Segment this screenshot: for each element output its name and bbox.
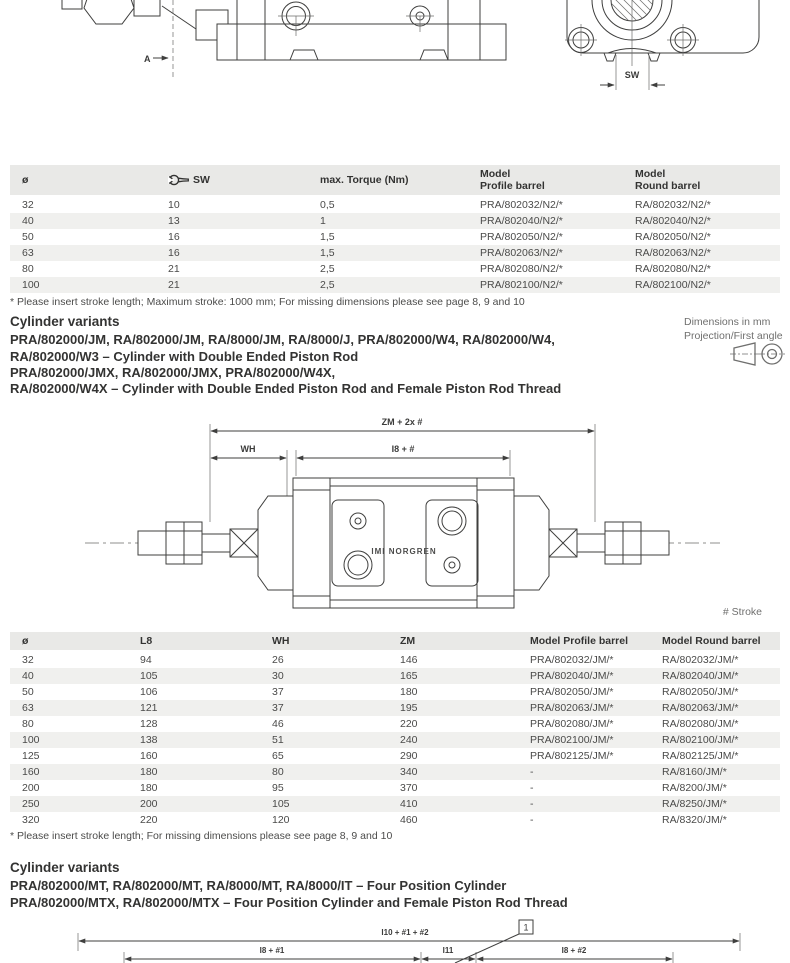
table-cell: 220 [400,718,418,730]
variants-title: Cylinder variants [10,860,120,875]
table-cell: 80 [22,718,34,730]
table-cell: RA/802063/JM/* [662,702,739,714]
table-cell: 65 [272,750,284,762]
table-cell: 13 [168,215,180,227]
table-cell: 37 [272,686,284,698]
table-cell: 63 [22,702,34,714]
table-cell: 165 [400,670,418,682]
table-cell: 138 [140,734,158,746]
table-cell: 94 [140,654,152,666]
table-row [10,700,780,716]
table-cell: - [530,814,534,826]
table-cell: RA/8320/JM/* [662,814,727,826]
table-cell: 106 [140,686,158,698]
table-cell: PRA/802040/N2/* [480,215,563,227]
table-row [10,651,780,668]
cone-side-view-icon [730,343,759,365]
top-technical-drawing [0,0,790,160]
table-row [10,229,780,245]
table-cell: 105 [272,798,290,810]
table-cell: 1,5 [320,247,335,259]
table-cell: RA/802100/N2/* [635,279,711,291]
table-cell: PRA/802040/JM/* [530,670,614,682]
table-cell: RA/802050/JM/* [662,686,739,698]
table-cell: PRA/802050/JM/* [530,686,614,698]
col-header-model-profile: Model Profile barrel [468,165,623,196]
table-row [10,780,780,796]
table-row [10,245,780,261]
variants-line: PRA/802000/JM, RA/802000/JM, RA/8000/JM, RA/8000/J, PRA/802000/W4, RA/802000/W4, [10,332,555,348]
table-row [10,796,780,812]
footnote-table2: * Please insert stroke length; For missing dimensions please see page 8, 9 and 10 [10,830,393,842]
table-cell: 50 [22,231,34,243]
table-cell: 30 [272,670,284,682]
cylinder-end-view [554,0,759,90]
jm-dimensions-table [10,632,780,828]
cone-front-view-icon [759,344,785,364]
dim-label-wh: WH [240,444,256,454]
table-cell: 180 [140,766,158,778]
table-cell: 37 [272,702,284,714]
cylinder-body [293,478,514,608]
table-row [10,668,780,684]
table-cell: 320 [22,814,40,826]
table-cell: 95 [272,782,284,794]
table-cell: RA/802080/JM/* [662,718,739,730]
table-cell: PRA/802080/N2/* [480,263,563,275]
table-cell: RA/802040/N2/* [635,215,711,227]
table-cell: 125 [22,750,40,762]
jm-table-wrap [10,632,780,828]
hex-nut-outline [84,0,134,24]
table-cell: 200 [22,782,40,794]
table-cell: 100 [22,734,40,746]
table-cell: 51 [272,734,284,746]
col-header-sw [156,165,308,196]
table-cell: 0,5 [320,199,335,211]
table-cell: 220 [140,814,158,826]
table-cell: 40 [22,215,34,227]
table-cell: - [530,798,534,810]
torque-table-wrap [10,165,780,293]
col-header-model-round: Model Round barrel [650,632,780,651]
variants-block-1 [10,314,675,397]
col-header-model-profile: Model Profile barrel [518,632,650,651]
table-cell: RA/802080/N2/* [635,263,711,275]
table-cell: 410 [400,798,418,810]
section-label-a: A [144,54,151,64]
table-row [10,716,780,732]
dim-label-right: I8 + #2 [561,946,587,955]
brand-engraving: IMI NORGREN [371,547,437,556]
variants-line: PRA/802000/MT, RA/802000/MT, RA/8000/MT, RA/8000/IT – Four Position Cylinder [10,878,507,894]
table-cell: 50 [22,686,34,698]
variants-line: PRA/802000/MTX, RA/802000/MTX – Four Position Cylinder and Female Piston Rod Thread [10,894,568,910]
right-piston-rod [514,496,669,590]
left-piston-rod [138,496,293,590]
col-header-diameter: ø [10,632,128,651]
table-cell: RA/802032/JM/* [662,654,739,666]
table-cell: 2,5 [320,279,335,291]
table-cell: 2,5 [320,263,335,275]
table-cell: PRA/802050/N2/* [480,231,563,243]
table-cell: PRA/802063/N2/* [480,247,563,259]
table-cell: 16 [168,231,180,243]
table-header-row [10,165,780,196]
table-cell: PRA/802032/N2/* [480,199,563,211]
table-row [10,748,780,764]
dimensions-note [684,315,783,343]
table-cell: 195 [400,702,418,714]
table-row [10,213,780,229]
projection-label: Projection/First angle [684,330,783,342]
table-cell: RA/8250/JM/* [662,798,727,810]
table-cell: PRA/802032/JM/* [530,654,614,666]
table-row [10,764,780,780]
table-cell: 21 [168,279,180,291]
table-cell: 80 [272,766,284,778]
variants-line: RA/802000/W3 – Cylinder with Double Ended Piston Rod [10,348,359,364]
callout-number: 1 [523,922,529,933]
col-header-l8: L8 [128,632,260,651]
table-cell: 340 [400,766,418,778]
footnote-table1: * Please insert stroke length; Maximum stroke: 1000 mm; For missing dimensions please see page 8, 9 and 10 [10,296,525,308]
table-cell: 21 [168,263,180,275]
table-cell: 370 [400,782,418,794]
table-cell: RA/802125/JM/* [662,750,739,762]
table-cell: 63 [22,247,34,259]
table-cell: RA/8160/JM/* [662,766,727,778]
variants-block-2 [10,860,730,911]
table-cell: 290 [400,750,418,762]
table-row [10,812,780,828]
col-header-sw-label: SW [193,174,210,186]
dim-label-left: I8 + #1 [259,946,285,955]
col-header-diameter: ø [10,165,156,196]
table-cell: RA/802063/N2/* [635,247,711,259]
table-header-row [10,632,780,651]
table-cell: 10 [168,199,180,211]
table-cell: 240 [400,734,418,746]
dimension-lines [78,928,740,963]
table-cell: 40 [22,670,34,682]
table-cell: 460 [400,814,418,826]
dim-label-zm: ZM + 2x # [381,417,423,427]
table-cell: 32 [22,654,34,666]
col-header-zm: ZM [388,632,518,651]
table-cell: 105 [140,670,158,682]
table-row [10,277,780,293]
table-cell: PRA/802100/JM/* [530,734,614,746]
table-cell: 32 [22,199,34,211]
table-cell: RA/802100/JM/* [662,734,739,746]
table-cell: 250 [22,798,40,810]
dim-label-sw: SW [624,70,640,80]
table-cell: 1 [320,215,326,227]
table-cell: 180 [140,782,158,794]
wrench-icon [168,174,189,186]
table-cell: 121 [140,702,158,714]
table-row [10,261,780,277]
cylinder-side-view [62,0,506,78]
table-cell: 100 [22,279,40,291]
table-cell: PRA/802125/JM/* [530,750,614,762]
table-row [10,196,780,213]
dim-label-i8: I8 + # [391,444,415,454]
table-cell: PRA/802080/JM/* [530,718,614,730]
table-cell: - [530,766,534,778]
table-cell: 120 [272,814,290,826]
dim-label-mid: I11 [442,946,454,955]
variants-line: PRA/802000/JMX, RA/802000/JMX, PRA/802000/W4X, [10,364,336,380]
dim-label-total: I10 + #1 + #2 [381,928,429,937]
stroke-note: # Stroke [722,606,762,618]
first-angle-projection-icons [703,340,787,368]
col-header-wh: WH [260,632,388,651]
table-cell: RA/802050/N2/* [635,231,711,243]
table-cell: 46 [272,718,284,730]
four-position-cylinder-drawing [0,915,790,963]
table-cell: 80 [22,263,34,275]
table-cell: 180 [400,686,418,698]
table-row [10,684,780,700]
variants-line: RA/802000/W4X – Cylinder with Double Ended Piston Rod and Female Piston Rod Thread [10,381,562,397]
table-cell: PRA/802100/N2/* [480,279,563,291]
double-ended-cylinder-drawing [0,410,790,625]
variants-title: Cylinder variants [10,314,120,329]
table-cell: - [530,782,534,794]
dimensions-in-mm-label: Dimensions in mm [684,316,771,328]
table-cell: RA/8200/JM/* [662,782,727,794]
table-cell: 128 [140,718,158,730]
table-cell: PRA/802063/JM/* [530,702,614,714]
table-cell: RA/802032/N2/* [635,199,711,211]
col-header-torque: max. Torque (Nm) [308,165,468,196]
table-cell: RA/802040/JM/* [662,670,739,682]
table-cell: 160 [22,766,40,778]
table-cell: 200 [140,798,158,810]
table-cell: 1,5 [320,231,335,243]
table-cell: 16 [168,247,180,259]
table-cell: 146 [400,654,418,666]
table-row [10,732,780,748]
torque-table [10,165,780,293]
table-cell: 26 [272,654,284,666]
table-cell: 160 [140,750,158,762]
col-header-model-round: Model Round barrel [623,165,780,196]
